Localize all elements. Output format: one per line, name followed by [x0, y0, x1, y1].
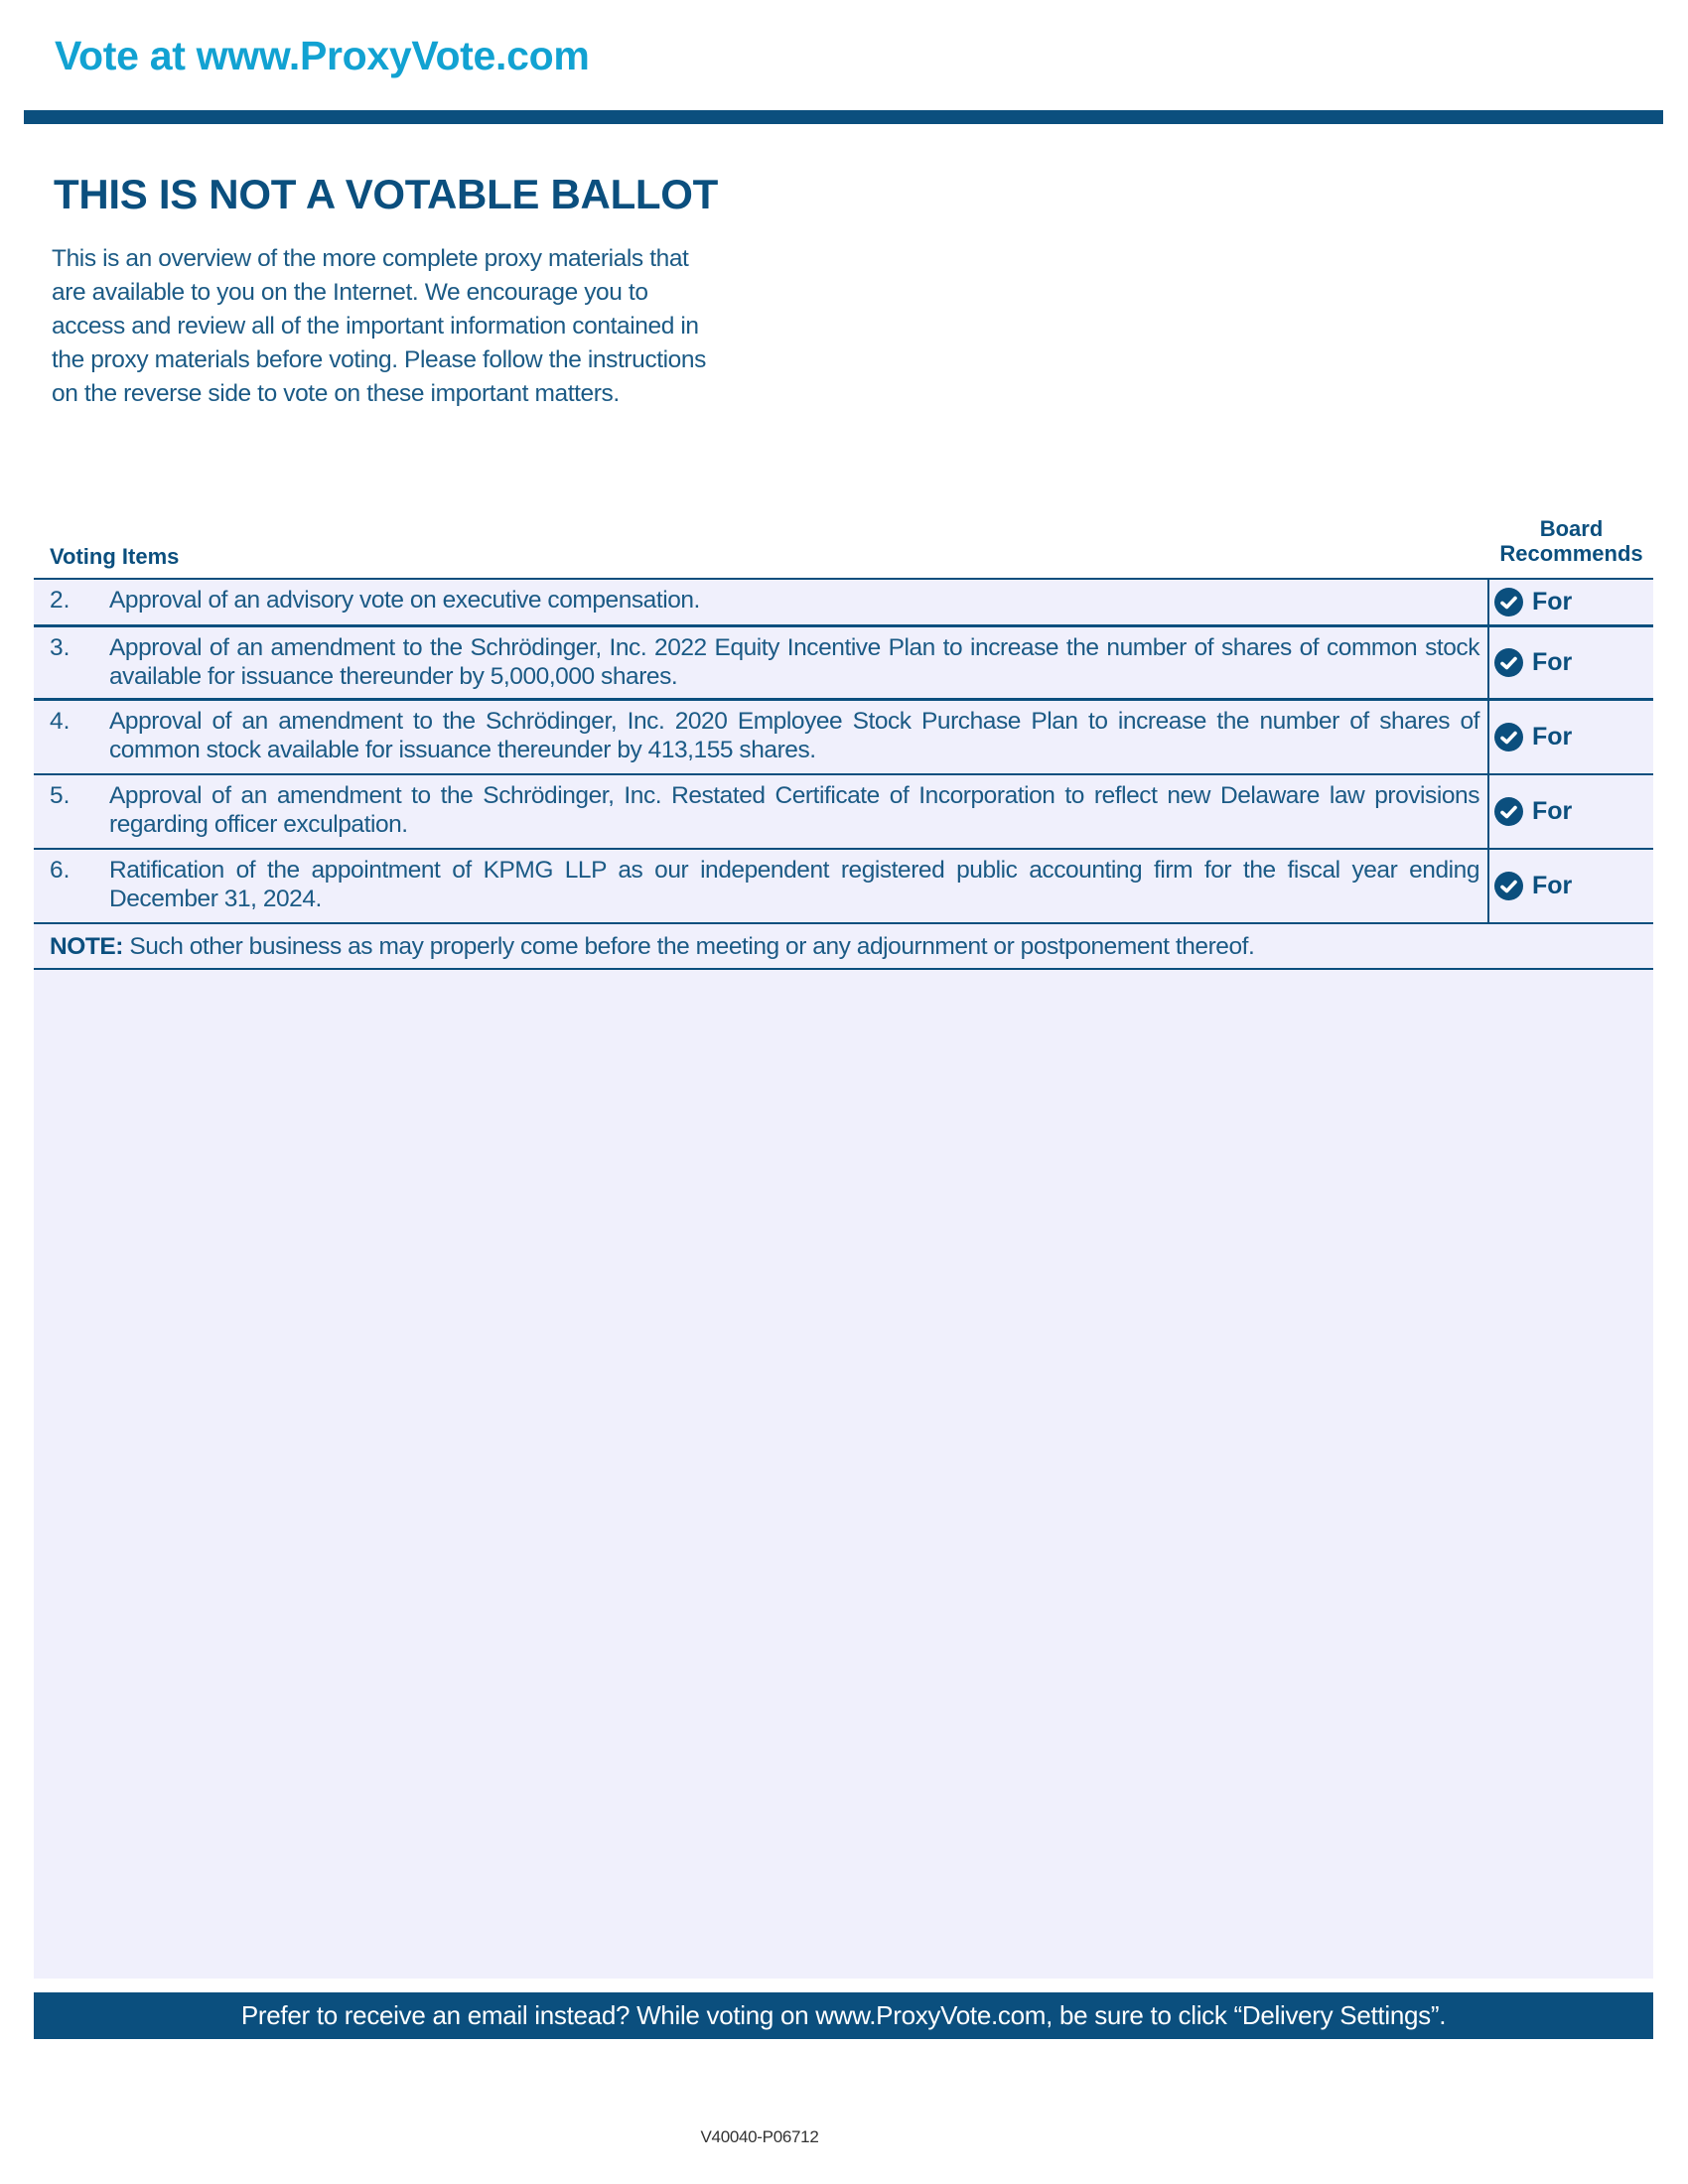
intro-line: are available to you on the Internet. We encourage you to — [52, 279, 648, 306]
check-circle-icon — [1494, 872, 1523, 900]
table-row — [34, 698, 1653, 773]
recommendation-cell — [1489, 775, 1653, 848]
check-circle-icon — [1494, 648, 1523, 677]
note-label: NOTE: — [50, 933, 123, 960]
item-text: Ratification of the appointment of KPMG LLP as our independent registered public accounting firm for the fiscal year ending December 31, 2024. — [109, 857, 1479, 912]
item-cell — [34, 701, 1489, 773]
item-cell — [34, 775, 1489, 848]
email-delivery-banner: Prefer to receive an email instead? While voting on www.ProxyVote.com, be sure to click “Delivery Settings”. — [34, 1992, 1653, 2039]
item-number: 6. — [50, 857, 70, 884]
recommendation-label: For — [1532, 797, 1573, 825]
item-text: Approval of an advisory vote on executive compensation. — [109, 587, 700, 614]
table-row — [34, 624, 1653, 698]
table-row — [34, 578, 1653, 624]
intro-paragraph — [52, 242, 816, 411]
item-number: 3. — [50, 634, 70, 661]
voting-items-table — [34, 578, 1653, 970]
item-text: Approval of an amendment to the Schrödinger, Inc. Restated Certificate of Incorporation to reflect new Delaware law provisions regarding officer exculpation. — [109, 782, 1479, 838]
recommendation-cell — [1489, 701, 1653, 773]
board-header-line2: Recommends — [1499, 541, 1643, 566]
voting-items-header: Voting Items — [50, 544, 180, 569]
recommendation-cell — [1489, 850, 1653, 922]
board-recommends-header — [1489, 516, 1653, 566]
board-header-line1: Board — [1539, 516, 1604, 541]
item-number: 4. — [50, 708, 70, 735]
note-row — [34, 922, 1653, 970]
intro-line: access and review all of the important information contained in — [52, 313, 699, 340]
table-row — [34, 773, 1653, 848]
check-circle-icon — [1494, 723, 1523, 751]
intro-line: the proxy materials before voting. Please follow the instructions — [52, 346, 706, 373]
page-title: THIS IS NOT A VOTABLE BALLOT — [54, 171, 719, 217]
item-cell — [34, 627, 1489, 698]
recommendation-label: For — [1532, 723, 1573, 751]
item-cell — [34, 850, 1489, 922]
document-code: V40040-P06712 — [700, 2127, 819, 2146]
vote-site-heading: Vote at www.ProxyVote.com — [55, 33, 590, 78]
item-cell — [34, 580, 1489, 624]
check-circle-icon — [1494, 797, 1523, 826]
recommendation-label: For — [1532, 648, 1573, 676]
recommendation-cell — [1489, 580, 1653, 624]
item-text: Approval of an amendment to the Schrödinger, Inc. 2022 Equity Incentive Plan to increase the number of shares of common stock available for issuance thereunder by 5,000,000 shares. — [109, 634, 1479, 690]
note-text: Such other business as may properly come before the meeting or any adjournment or postponement thereof. — [122, 933, 1255, 960]
item-text: Approval of an amendment to the Schrödinger, Inc. 2020 Employee Stock Purchase Plan to increase the number of shares of common stock available for issuance thereunder by 413,155 shares. — [109, 708, 1479, 763]
recommendation-cell — [1489, 627, 1653, 698]
header-rule — [24, 110, 1663, 124]
item-number: 2. — [50, 587, 70, 614]
check-circle-icon — [1494, 588, 1523, 616]
intro-line: on the reverse side to vote on these important matters. — [52, 380, 620, 407]
table-row — [34, 848, 1653, 922]
recommendation-label: For — [1532, 588, 1573, 615]
intro-line: This is an overview of the more complete proxy materials that — [52, 245, 689, 272]
recommendation-label: For — [1532, 872, 1573, 899]
item-number: 5. — [50, 782, 70, 809]
